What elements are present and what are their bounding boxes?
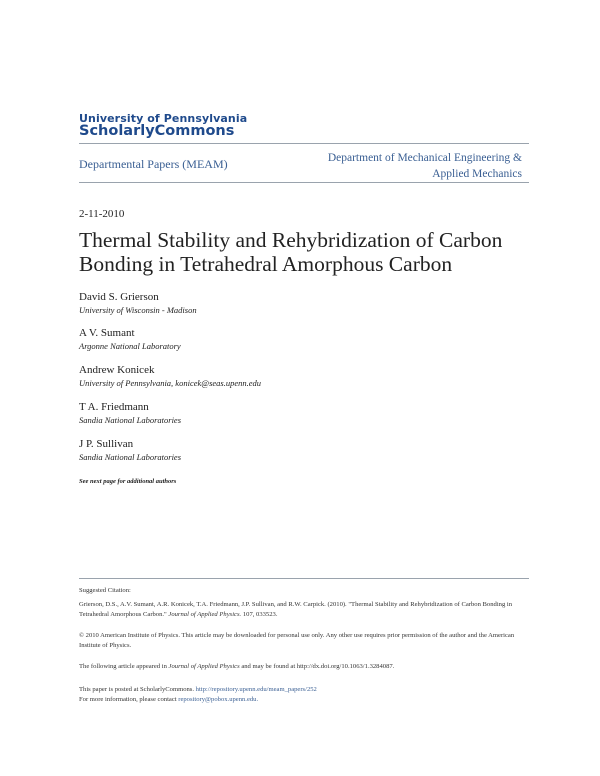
divider	[79, 578, 529, 579]
repository-url-link[interactable]: http://repository.upenn.edu/meam_papers/252	[195, 686, 317, 693]
contact-notice	[79, 695, 529, 705]
author-affiliation: University of Pennsylvania, konicek@seas.upenn.edu	[79, 378, 262, 388]
posted-prefix: This paper is posted at ScholarlyCommons.	[79, 686, 195, 693]
publication-date: 2-11-2010	[79, 208, 125, 220]
author-name[interactable]: J P. Sullivan	[79, 438, 134, 450]
series-link[interactable]: Departmental Papers (MEAM)	[79, 157, 228, 171]
university-name[interactable]: University of Pennsylvania	[79, 112, 248, 125]
contact-email-link[interactable]: repository@pobox.upenn.edu.	[178, 696, 259, 703]
author-name[interactable]: T A. Friedmann	[79, 401, 149, 413]
citation-journal: Journal of Applied Physics.	[168, 610, 242, 618]
copyright-notice: © 2010 American Institute of Physics. This article may be downloaded for personal use only. Any other use requires prior permission of the author and the American Institute of Physics.	[79, 632, 515, 649]
appeared-in-notice	[79, 662, 529, 672]
author-affiliation: University of Wisconsin - Madison	[79, 305, 197, 315]
author-name[interactable]: A V. Sumant	[79, 327, 135, 339]
citation-volume: 107, 033523.	[242, 610, 278, 618]
citation-body: Grierson, D.S., A.V. Sumant, A.R. Konicek, T.A. Friedmann, J.P. Sullivan, and R.W. Carpick. (2010). "Thermal Stability and Rehybridization of Carbon Bonding in Tetrahedral Amorphous Carbon."	[79, 601, 513, 618]
contact-prefix: For more information, please contact	[79, 696, 177, 703]
appeared-prefix: The following article appeared in	[79, 663, 167, 670]
repository-name[interactable]: ScholarlyCommons	[79, 123, 235, 139]
citation-text	[79, 600, 529, 619]
paper-title: Thermal Stability and Rehybridization of Carbon Bonding in Tetrahedral Amorphous Carbon	[79, 228, 503, 276]
author-affiliation: Sandia National Laboratories	[79, 415, 182, 425]
appeared-suffix: and may be found at http://dx.doi.org/10.1063/1.3284087.	[241, 663, 395, 670]
appeared-journal: Journal of Applied Physics	[168, 663, 240, 670]
author-affiliation: Sandia National Laboratories	[79, 452, 182, 462]
divider	[79, 143, 529, 144]
author-name[interactable]: David S. Grierson	[79, 291, 159, 303]
divider	[79, 182, 529, 183]
suggested-citation-label: Suggested Citation:	[79, 587, 131, 594]
author-name[interactable]: Andrew Konicek	[79, 364, 155, 376]
author-affiliation: Argonne National Laboratory	[79, 341, 181, 351]
more-authors-note: See next page for additional authors	[79, 478, 177, 485]
department-link[interactable]: Department of Mechanical Engineering & Applied Mechanics	[327, 152, 522, 180]
posted-notice	[79, 685, 529, 695]
